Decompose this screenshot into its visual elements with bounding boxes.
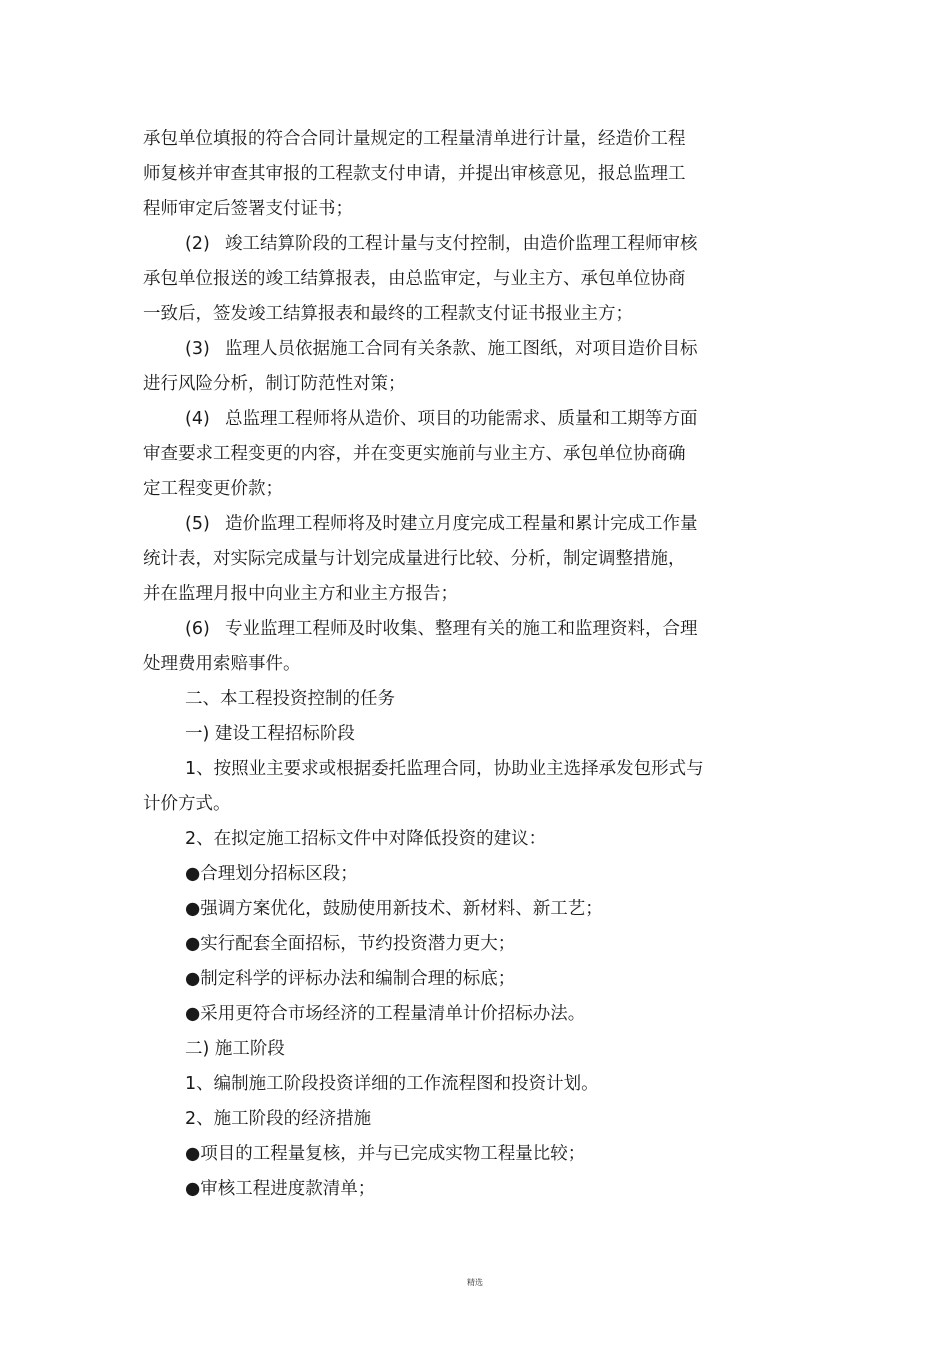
page-footer: 精选: [467, 1278, 483, 1287]
paragraph-start-line: 2、施工阶段的经济措施: [185, 1109, 372, 1129]
paragraph-start-line: 2、在拟定施工招标文件中对降低投资的建议：: [185, 829, 547, 849]
paragraph-line: 师复核并审查其审报的工程款支付申请，并提出审核意见，报总监理工: [143, 164, 686, 184]
paragraph-start-line: 1、按照业主要求或根据委托监理合同，协助业主选择承发包形式与: [185, 759, 704, 779]
item-number: (5): [185, 514, 210, 534]
paragraph-line: 并在监理月报中向业主方和业主方报告；: [143, 584, 458, 604]
item-number: (3): [185, 339, 210, 359]
paragraph-start-line: ●采用更符合市场经济的工程量清单计价招标办法。: [185, 1004, 586, 1024]
numbered-paragraph-line: [143, 402, 753, 437]
paragraph-start-line: ●审核工程进度款清单；: [185, 1179, 376, 1199]
line-text: 监理人员依据施工合同有关条款、施工图纸，对项目造价目标: [225, 339, 698, 359]
paragraph-start-line: 一) 建设工程招标阶段: [185, 724, 355, 744]
paragraph-line: 承包单位填报的符合合同计量规定的工程量清单进行计量，经造价工程: [143, 129, 686, 149]
line-text: 竣工结算阶段的工程计量与支付控制，由造价监理工程师审核: [225, 234, 698, 254]
paragraph-start-line: ●制定科学的评标办法和编制合理的标底；: [185, 969, 516, 989]
paragraph-line: 一致后，签发竣工结算报表和最终的工程款支付证书报业主方；: [143, 304, 633, 324]
paragraph-line: 承包单位报送的竣工结算报表，由总监审定，与业主方、承包单位协商: [143, 269, 686, 289]
item-number: (2): [185, 234, 210, 254]
paragraph-line: 统计表，对实际完成量与计划完成量进行比较、分析，制定调整措施，: [143, 549, 686, 569]
numbered-paragraph-line: [143, 227, 753, 262]
paragraph-start-line: 1、编制施工阶段投资详细的工作流程图和投资计划。: [185, 1074, 599, 1094]
paragraph-start-line: ●合理划分招标区段；: [185, 864, 358, 884]
paragraph-start-line: ●项目的工程量复核，并与已完成实物工程量比较；: [185, 1144, 586, 1164]
numbered-paragraph-line: [143, 612, 753, 647]
paragraph-line: 定工程变更价款；: [143, 479, 283, 499]
item-number: (6): [185, 619, 210, 639]
line-text: 专业监理工程师及时收集、整理有关的施工和监理资料，合理: [225, 619, 698, 639]
line-text: 总监理工程师将从造价、项目的功能需求、质量和工期等方面: [225, 409, 698, 429]
paragraph-line: 程师审定后签署支付证书；: [143, 199, 353, 219]
paragraph-line: 进行风险分析，制订防范性对策；: [143, 374, 406, 394]
numbered-paragraph-line: [143, 332, 753, 367]
paragraph-start-line: 二、本工程投资控制的任务: [185, 689, 395, 709]
paragraph-line: 审查要求工程变更的内容，并在变更实施前与业主方、承包单位协商确: [143, 444, 686, 464]
paragraph-start-line: ●实行配套全面招标，节约投资潜力更大；: [185, 934, 516, 954]
paragraph-start-line: ●强调方案优化，鼓励使用新技术、新材料、新工艺；: [185, 899, 603, 919]
item-number: (4): [185, 409, 210, 429]
numbered-paragraph-line: [143, 507, 753, 542]
line-text: 造价监理工程师将及时建立月度完成工程量和累计完成工作量: [225, 514, 698, 534]
paragraph-start-line: 二) 施工阶段: [185, 1039, 285, 1059]
paragraph-line: 处理费用索赔事件。: [143, 654, 301, 674]
paragraph-line: 计价方式。: [143, 794, 231, 814]
document-body: [143, 122, 753, 1207]
